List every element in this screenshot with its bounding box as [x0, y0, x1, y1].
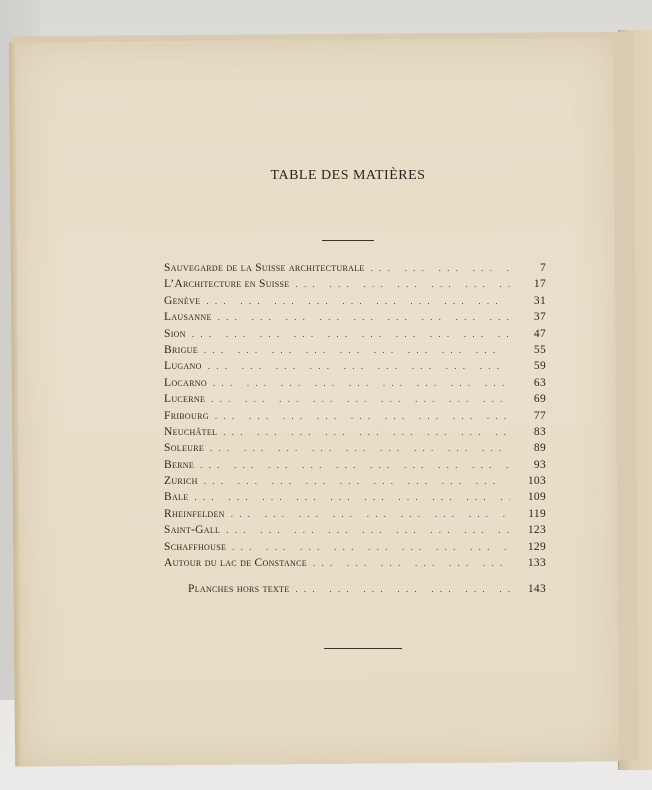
toc-entry [164, 311, 546, 327]
toc-entry-label: Sion [164, 327, 186, 340]
toc-entry-page: 89 [533, 442, 546, 455]
toc-leader-dots [204, 476, 510, 486]
toc-entry-page: 37 [533, 311, 546, 324]
title-divider [322, 240, 374, 241]
toc-entry-label: Saint-Gall [164, 524, 221, 537]
toc-entry-page: 93 [533, 458, 546, 471]
toc-leader-dots [223, 427, 510, 437]
toc-leader-dots [204, 345, 510, 355]
closing-divider [324, 648, 402, 649]
toc-entry [164, 475, 546, 491]
toc-entry [164, 344, 546, 360]
toc-leader-dots [232, 542, 510, 552]
toc-entry-label: Lugano [164, 360, 202, 373]
toc-entry-plates [164, 583, 546, 599]
toc-leader-dots [213, 378, 510, 388]
toc-entry-page: 31 [533, 294, 546, 307]
toc-entry [164, 377, 546, 393]
toc-entry-label: Autour du lac de Constance [164, 557, 307, 570]
toc-entry-label: Bale [164, 491, 189, 504]
toc-entry [164, 278, 546, 294]
toc-entry [164, 442, 546, 458]
toc-entry-label: Planches hors texte [188, 583, 290, 596]
toc-entry-page: 143 [527, 583, 546, 596]
toc-entry-label: Fribourg [164, 409, 209, 422]
toc-leader-dots [192, 329, 510, 339]
toc-entry-page: 103 [527, 475, 546, 488]
toc-entry [164, 410, 546, 426]
toc-entry-page: 129 [527, 540, 546, 553]
toc-entry-page: 77 [533, 409, 546, 422]
toc-entry-page: 109 [527, 491, 546, 504]
toc-leader-dots [231, 509, 510, 519]
toc-leader-dots [218, 312, 510, 322]
toc-entry-label: Sauvegarde de la Suisse architecturale [164, 262, 365, 274]
toc-entry-label: Genève [164, 294, 201, 307]
toc-entry-label: Rheinfelden [164, 507, 225, 520]
toc-entry [164, 328, 546, 344]
toc-entry [164, 360, 546, 376]
toc-leader-dots [371, 263, 510, 273]
toc-entry-page: 59 [533, 360, 546, 373]
toc-entry-label: Zurich [164, 475, 198, 488]
page-title: TABLE DES MATIÈRES [270, 168, 426, 183]
toc-entry [164, 491, 546, 507]
toc-entry-page: 47 [533, 327, 546, 340]
toc-leader-dots [210, 443, 510, 453]
toc-entry-label: Neuchâtel [164, 425, 218, 438]
toc-entry-page: 63 [533, 376, 546, 389]
toc-entry-label: Brigue [164, 343, 198, 356]
toc-entry [164, 524, 546, 540]
toc-entry-label: L’Architecture en Suisse [164, 278, 290, 291]
toc-leader-dots [211, 394, 510, 404]
toc-leader-dots [226, 525, 510, 535]
toc-entry-label: Soleure [164, 442, 205, 455]
toc-entry [164, 459, 546, 475]
toc-leader-dots [215, 411, 510, 421]
toc-entry [164, 426, 546, 442]
toc-leader-dots [194, 492, 510, 502]
toc-entry [164, 295, 546, 311]
toc-entry [164, 557, 546, 573]
toc-entry-label: Berne [164, 458, 195, 471]
toc-entry-label: Lucerne [164, 393, 206, 406]
toc-entry-page: 7 [539, 262, 546, 274]
toc-entry-label: Schaffhouse [164, 540, 227, 553]
toc-leader-dots [206, 296, 510, 306]
toc-entry-label: Lausanne [164, 311, 212, 324]
toc-entry-page: 119 [528, 507, 546, 520]
toc-entry-page: 69 [533, 393, 546, 406]
toc-leader-dots [295, 584, 510, 594]
toc-entry [164, 393, 546, 409]
toc-entry [164, 541, 546, 557]
toc-leader-dots [295, 279, 510, 289]
toc-entry-page: 83 [533, 425, 546, 438]
table-of-contents [164, 262, 546, 600]
toc-leader-dots [200, 460, 510, 470]
toc-entry-page: 17 [533, 278, 546, 291]
toc-leader-dots [313, 558, 510, 568]
toc-entry-label: Locarno [164, 376, 207, 389]
toc-entry-page: 133 [527, 557, 546, 570]
toc-entry-page: 55 [533, 343, 546, 356]
toc-entry-page: 123 [527, 524, 546, 537]
toc-entry [164, 262, 546, 278]
toc-leader-dots [208, 361, 510, 371]
toc-entry [164, 508, 546, 524]
